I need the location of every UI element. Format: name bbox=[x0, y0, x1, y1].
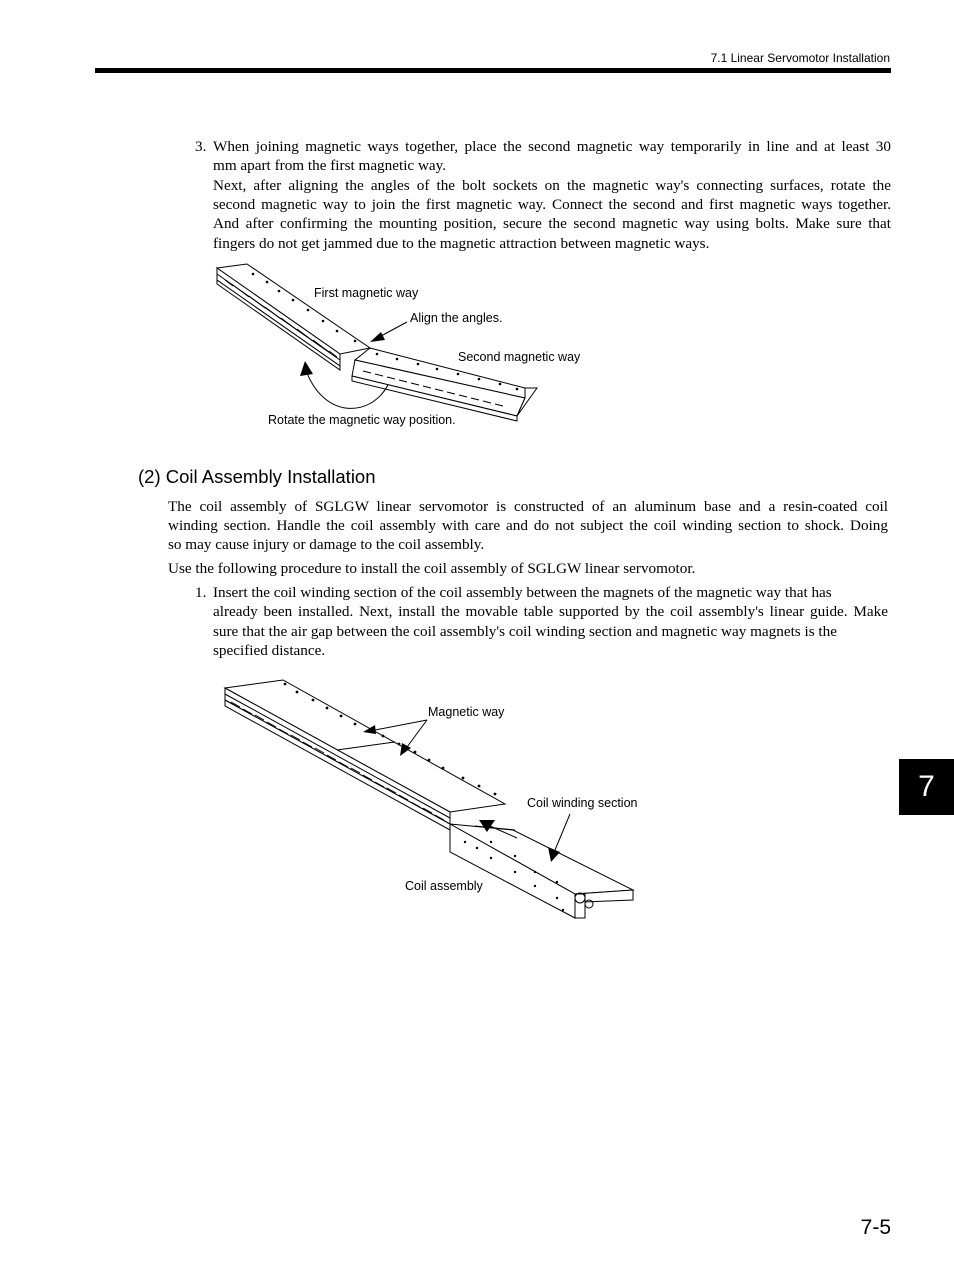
label-coil-assembly: Coil assembly bbox=[405, 879, 483, 893]
step3-line5: And after confirming the mounting position, secure the second magnetic way using bolts. Make sure that bbox=[213, 215, 891, 232]
label-first-magnetic-way: First magnetic way bbox=[314, 286, 419, 300]
step3-number: 3. bbox=[195, 138, 207, 155]
label-rotate-position: Rotate the magnetic way position. bbox=[268, 413, 456, 427]
step1-number: 1. bbox=[195, 584, 207, 601]
intro-line1: The coil assembly of SGLGW linear servomotor is constructed of an aluminum base and a resin-coated coil bbox=[168, 498, 888, 515]
intro-line2: winding section. Handle the coil assembly with care and do not subject the coil winding section to shock. Doing bbox=[168, 517, 888, 534]
header-section-title: 7.1 Linear Servomotor Installation bbox=[710, 51, 890, 65]
coil-assembly-drawing bbox=[450, 820, 633, 918]
step3-line6: fingers do not get jammed due to the magnetic attraction between magnetic ways. bbox=[213, 235, 710, 252]
first-magnetic-way-drawing bbox=[217, 264, 370, 370]
step1-line3: sure that the air gap between the coil assembly's coil winding section and magnetic way magnets is the bbox=[213, 623, 837, 640]
label-align-angles: Align the angles. bbox=[410, 311, 503, 325]
label-coil-winding-section: Coil winding section bbox=[527, 796, 638, 810]
step3-line1: When joining magnetic ways together, place the second magnetic way temporarily in line and at least 30 bbox=[213, 138, 891, 155]
step3-line3: Next, after aligning the angles of the bolt sockets on the magnetic way's connecting surfaces, rotate the bbox=[213, 177, 891, 194]
label-magnetic-way: Magnetic way bbox=[428, 705, 505, 719]
step3-line4: second magnetic way to join the first magnetic way. Connect the second and first magnetic ways together. bbox=[213, 196, 891, 213]
chapter-tab: 7 bbox=[899, 759, 954, 815]
page-number: 7-5 bbox=[860, 1216, 891, 1239]
procedure-intro: Use the following procedure to install the coil assembly of SGLGW linear servomotor. bbox=[168, 560, 696, 577]
step1-line4: specified distance. bbox=[213, 642, 326, 659]
step1-line1: Insert the coil winding section of the coil assembly between the magnets of the magnetic way that has bbox=[213, 584, 832, 601]
magnetic-way-drawing bbox=[225, 680, 505, 830]
header-rule bbox=[95, 68, 891, 73]
intro-line3: so may cause injury or damage to the coil assembly. bbox=[168, 536, 485, 553]
step1-line2: already been installed. Next, install the movable table supported by the coil assembly's linear guide. Make bbox=[213, 603, 888, 620]
section-heading: (2) Coil Assembly Installation bbox=[138, 466, 376, 487]
magnetic-ways-joining-figure bbox=[205, 258, 555, 433]
step3-line2: mm apart from the first magnetic way. bbox=[213, 157, 447, 174]
label-second-magnetic-way: Second magnetic way bbox=[458, 350, 581, 364]
